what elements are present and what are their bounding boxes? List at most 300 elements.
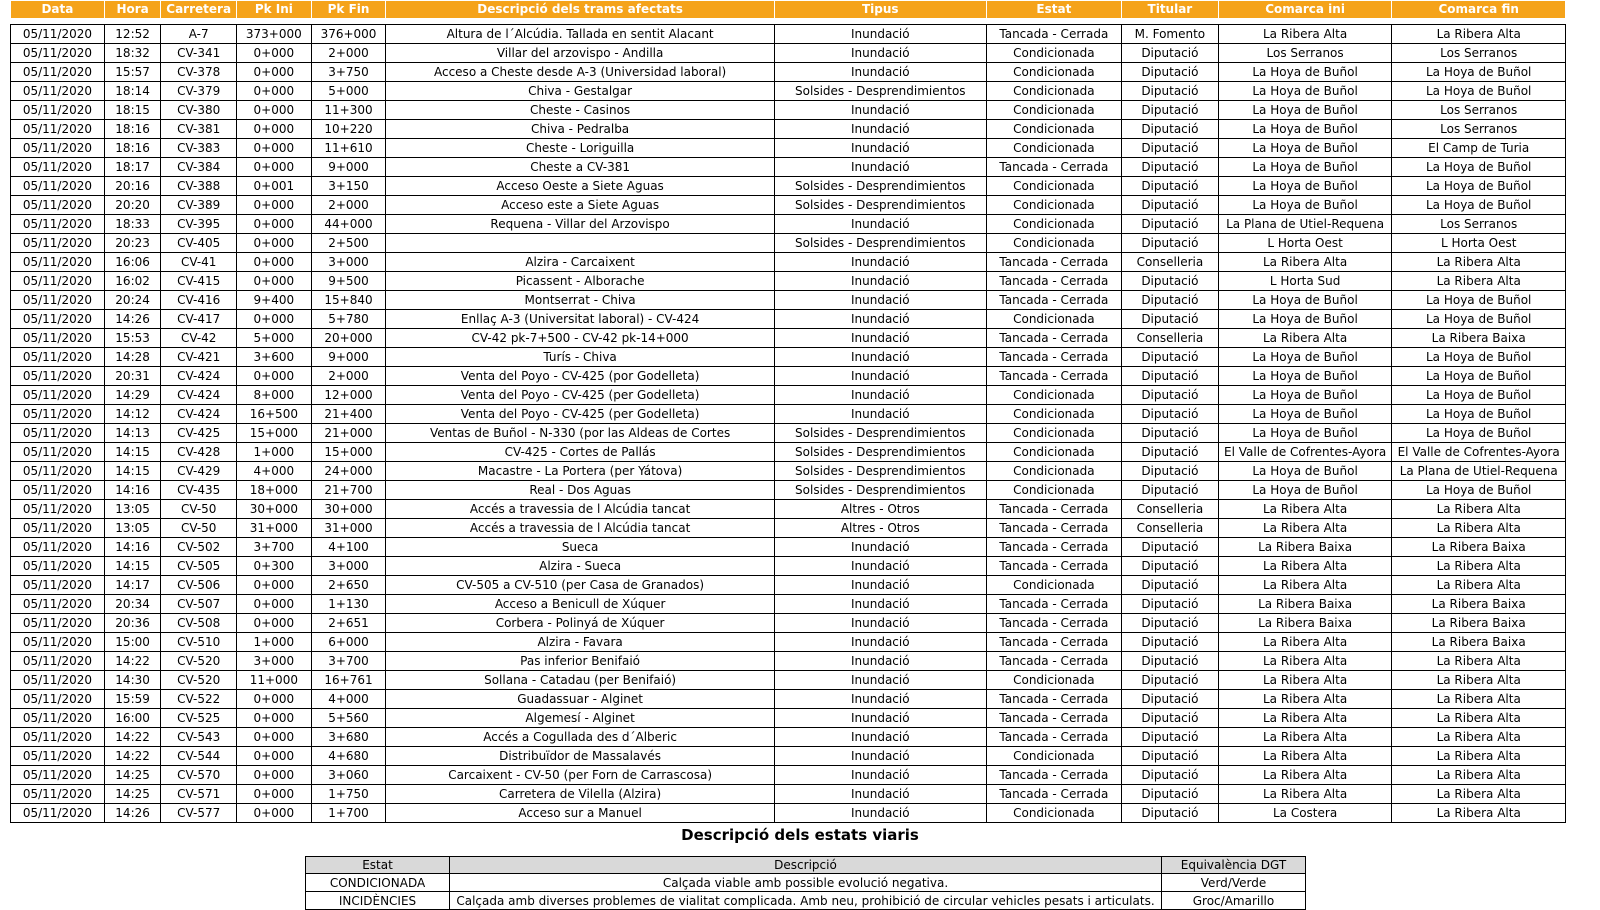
- date-cell: 05/11/2020: [11, 538, 105, 557]
- table-row: [11, 101, 1566, 120]
- type-cell: Inundació: [774, 120, 986, 139]
- type-cell: Inundació: [774, 538, 986, 557]
- time-cell: 20:23: [104, 234, 161, 253]
- date-cell: 05/11/2020: [11, 766, 105, 785]
- type-cell: Inundació: [774, 690, 986, 709]
- description-cell: Corbera - Polinyá de Xúquer: [386, 614, 774, 633]
- region-start-cell: La Ribera Alta: [1218, 253, 1392, 272]
- legend-header-row: [306, 857, 1306, 874]
- type-cell: Inundació: [774, 25, 986, 44]
- region-end-cell: La Hoya de Buñol: [1392, 158, 1566, 177]
- pk-end-cell: 1+750: [311, 785, 386, 804]
- pk-start-cell: 0+000: [237, 215, 312, 234]
- description-cell: Montserrat - Chiva: [386, 291, 774, 310]
- region-start-cell: L Horta Sud: [1218, 272, 1392, 291]
- owner-cell: Diputació: [1121, 272, 1218, 291]
- time-cell: 18:16: [104, 120, 161, 139]
- owner-cell: Diputació: [1121, 215, 1218, 234]
- status-cell: Condicionada: [986, 804, 1121, 823]
- region-start-cell: La Ribera Alta: [1218, 747, 1392, 766]
- region-start-cell: La Ribera Alta: [1218, 519, 1392, 538]
- owner-cell: Diputació: [1121, 728, 1218, 747]
- time-cell: 14:16: [104, 538, 161, 557]
- pk-end-cell: 16+761: [311, 671, 386, 690]
- date-cell: 05/11/2020: [11, 139, 105, 158]
- time-cell: 15:53: [104, 329, 161, 348]
- pk-end-cell: 1+700: [311, 804, 386, 823]
- road-cell: CV-395: [161, 215, 237, 234]
- description-cell: Alzira - Carcaixent: [386, 253, 774, 272]
- road-cell: CV-544: [161, 747, 237, 766]
- table-row: [11, 728, 1566, 747]
- region-start-cell: La Ribera Alta: [1218, 329, 1392, 348]
- type-cell: Altres - Otros: [774, 519, 986, 538]
- pk-start-cell: 5+000: [237, 329, 312, 348]
- region-end-cell: La Plana de Utiel-Requena: [1392, 462, 1566, 481]
- description-cell: Acceso sur a Manuel: [386, 804, 774, 823]
- date-cell: 05/11/2020: [11, 595, 105, 614]
- pk-start-cell: 0+000: [237, 158, 312, 177]
- pk-start-cell: 16+500: [237, 405, 312, 424]
- column-header-status: Estat: [986, 1, 1121, 19]
- description-cell: Accés a travessia de l Alcúdia tancat: [386, 519, 774, 538]
- owner-cell: Diputació: [1121, 348, 1218, 367]
- road-cell: CV-508: [161, 614, 237, 633]
- table-row: [11, 614, 1566, 633]
- type-cell: Inundació: [774, 804, 986, 823]
- type-cell: Inundació: [774, 728, 986, 747]
- description-cell: Cheste a CV-381: [386, 158, 774, 177]
- owner-cell: Diputació: [1121, 576, 1218, 595]
- description-cell: Real - Dos Aguas: [386, 481, 774, 500]
- description-cell: Chiva - Gestalgar: [386, 82, 774, 101]
- legend-header-status: Estat: [306, 857, 450, 874]
- region-end-cell: La Ribera Alta: [1392, 690, 1566, 709]
- type-cell: Inundació: [774, 652, 986, 671]
- status-cell: Condicionada: [986, 747, 1121, 766]
- time-cell: 14:15: [104, 557, 161, 576]
- legend-dgt-equivalence-cell: Groc/Amarillo: [1162, 892, 1306, 910]
- table-row: [11, 766, 1566, 785]
- type-cell: Solsides - Desprendimientos: [774, 196, 986, 215]
- table-row: [11, 158, 1566, 177]
- road-cell: CV-380: [161, 101, 237, 120]
- date-cell: 05/11/2020: [11, 386, 105, 405]
- pk-start-cell: 3+000: [237, 652, 312, 671]
- description-cell: Requena - Villar del Arzovispo: [386, 215, 774, 234]
- type-cell: Inundació: [774, 671, 986, 690]
- pk-end-cell: 4+000: [311, 690, 386, 709]
- region-start-cell: La Hoya de Buñol: [1218, 291, 1392, 310]
- pk-end-cell: 4+100: [311, 538, 386, 557]
- status-cell: Tancada - Cerrada: [986, 633, 1121, 652]
- type-cell: Inundació: [774, 215, 986, 234]
- time-cell: 20:16: [104, 177, 161, 196]
- region-end-cell: La Hoya de Buñol: [1392, 481, 1566, 500]
- table-row: [11, 272, 1566, 291]
- status-cell: Tancada - Cerrada: [986, 500, 1121, 519]
- region-start-cell: La Ribera Alta: [1218, 633, 1392, 652]
- type-cell: Inundació: [774, 405, 986, 424]
- table-row: [11, 538, 1566, 557]
- owner-cell: Diputació: [1121, 405, 1218, 424]
- road-cell: CV-417: [161, 310, 237, 329]
- description-cell: CV-425 - Cortes de Pallás: [386, 443, 774, 462]
- owner-cell: Diputació: [1121, 633, 1218, 652]
- status-cell: Condicionada: [986, 63, 1121, 82]
- date-cell: 05/11/2020: [11, 101, 105, 120]
- description-cell: Acceso este a Siete Aguas: [386, 196, 774, 215]
- road-cell: CV-341: [161, 44, 237, 63]
- pk-start-cell: 0+000: [237, 196, 312, 215]
- time-cell: 18:17: [104, 158, 161, 177]
- time-cell: 14:22: [104, 728, 161, 747]
- owner-cell: Diputació: [1121, 690, 1218, 709]
- status-cell: Condicionada: [986, 120, 1121, 139]
- region-end-cell: La Ribera Baixa: [1392, 329, 1566, 348]
- type-cell: Inundació: [774, 557, 986, 576]
- table-row: [11, 386, 1566, 405]
- pk-end-cell: 5+560: [311, 709, 386, 728]
- pk-end-cell: 44+000: [311, 215, 386, 234]
- road-cell: CV-424: [161, 405, 237, 424]
- time-cell: 18:14: [104, 82, 161, 101]
- table-row: [11, 25, 1566, 44]
- description-cell: Altura de l´Alcúdia. Tallada en sentit Alacant: [386, 25, 774, 44]
- date-cell: 05/11/2020: [11, 177, 105, 196]
- region-start-cell: La Hoya de Buñol: [1218, 310, 1392, 329]
- pk-end-cell: 3+750: [311, 63, 386, 82]
- date-cell: 05/11/2020: [11, 234, 105, 253]
- type-cell: Solsides - Desprendimientos: [774, 443, 986, 462]
- description-cell: Carcaixent - CV-50 (per Forn de Carrascosa): [386, 766, 774, 785]
- status-cell: Condicionada: [986, 310, 1121, 329]
- region-end-cell: La Ribera Alta: [1392, 652, 1566, 671]
- region-end-cell: La Ribera Alta: [1392, 766, 1566, 785]
- column-header-description: Descripció dels trams afectats: [386, 1, 774, 19]
- owner-cell: Diputació: [1121, 785, 1218, 804]
- owner-cell: Diputació: [1121, 443, 1218, 462]
- type-cell: Inundació: [774, 253, 986, 272]
- time-cell: 14:15: [104, 462, 161, 481]
- table-row: [11, 481, 1566, 500]
- description-cell: Venta del Poyo - CV-425 (por Godelleta): [386, 367, 774, 386]
- status-cell: Condicionada: [986, 101, 1121, 120]
- region-start-cell: La Hoya de Buñol: [1218, 405, 1392, 424]
- time-cell: 15:59: [104, 690, 161, 709]
- time-cell: 14:26: [104, 804, 161, 823]
- table-row: [11, 690, 1566, 709]
- owner-cell: Conselleria: [1121, 519, 1218, 538]
- time-cell: 14:22: [104, 747, 161, 766]
- date-cell: 05/11/2020: [11, 196, 105, 215]
- pk-start-cell: 0+000: [237, 728, 312, 747]
- pk-start-cell: 0+000: [237, 595, 312, 614]
- table-row: [11, 44, 1566, 63]
- owner-cell: Diputació: [1121, 291, 1218, 310]
- region-start-cell: La Hoya de Buñol: [1218, 177, 1392, 196]
- owner-cell: Diputació: [1121, 538, 1218, 557]
- type-cell: Solsides - Desprendimientos: [774, 462, 986, 481]
- table-row: [11, 595, 1566, 614]
- type-cell: Altres - Otros: [774, 500, 986, 519]
- region-end-cell: La Hoya de Buñol: [1392, 367, 1566, 386]
- status-cell: Tancada - Cerrada: [986, 538, 1121, 557]
- status-cell: Tancada - Cerrada: [986, 367, 1121, 386]
- description-cell: Sueca: [386, 538, 774, 557]
- type-cell: Solsides - Desprendimientos: [774, 234, 986, 253]
- description-cell: Carretera de Vilella (Alzira): [386, 785, 774, 804]
- road-cell: CV-405: [161, 234, 237, 253]
- date-cell: 05/11/2020: [11, 82, 105, 101]
- region-start-cell: La Hoya de Buñol: [1218, 196, 1392, 215]
- legend-row: [306, 874, 1306, 892]
- time-cell: 20:34: [104, 595, 161, 614]
- type-cell: Inundació: [774, 576, 986, 595]
- region-start-cell: La Ribera Alta: [1218, 25, 1392, 44]
- type-cell: Inundació: [774, 44, 986, 63]
- road-cell: CV-381: [161, 120, 237, 139]
- region-start-cell: La Hoya de Buñol: [1218, 386, 1392, 405]
- region-end-cell: La Ribera Alta: [1392, 557, 1566, 576]
- type-cell: Inundació: [774, 386, 986, 405]
- pk-start-cell: 0+000: [237, 747, 312, 766]
- description-cell: Cheste - Casinos: [386, 101, 774, 120]
- status-cell: Tancada - Cerrada: [986, 614, 1121, 633]
- time-cell: 14:17: [104, 576, 161, 595]
- road-cell: CV-415: [161, 272, 237, 291]
- road-cell: CV-507: [161, 595, 237, 614]
- region-end-cell: La Hoya de Buñol: [1392, 291, 1566, 310]
- owner-cell: Diputació: [1121, 424, 1218, 443]
- pk-start-cell: 373+000: [237, 25, 312, 44]
- pk-start-cell: 0+000: [237, 367, 312, 386]
- table-row: [11, 804, 1566, 823]
- pk-end-cell: 3+060: [311, 766, 386, 785]
- table-row: [11, 348, 1566, 367]
- status-cell: Tancada - Cerrada: [986, 766, 1121, 785]
- pk-start-cell: 0+000: [237, 709, 312, 728]
- type-cell: Inundació: [774, 348, 986, 367]
- owner-cell: Diputació: [1121, 595, 1218, 614]
- pk-start-cell: 0+000: [237, 766, 312, 785]
- region-end-cell: La Ribera Alta: [1392, 709, 1566, 728]
- region-start-cell: La Hoya de Buñol: [1218, 82, 1392, 101]
- description-cell: Chiva - Pedralba: [386, 120, 774, 139]
- date-cell: 05/11/2020: [11, 728, 105, 747]
- description-cell: Alzira - Sueca: [386, 557, 774, 576]
- pk-end-cell: 376+000: [311, 25, 386, 44]
- status-cell: Condicionada: [986, 386, 1121, 405]
- date-cell: 05/11/2020: [11, 481, 105, 500]
- status-cell: Condicionada: [986, 424, 1121, 443]
- owner-cell: Diputació: [1121, 177, 1218, 196]
- pk-end-cell: 20+000: [311, 329, 386, 348]
- status-cell: Tancada - Cerrada: [986, 272, 1121, 291]
- region-start-cell: La Ribera Alta: [1218, 576, 1392, 595]
- type-cell: Solsides - Desprendimientos: [774, 177, 986, 196]
- column-header-region-end: Comarca fin: [1392, 1, 1566, 19]
- pk-start-cell: 0+000: [237, 101, 312, 120]
- pk-start-cell: 4+000: [237, 462, 312, 481]
- description-cell: Acceso a Cheste desde A-3 (Universidad laboral): [386, 63, 774, 82]
- status-cell: Tancada - Cerrada: [986, 519, 1121, 538]
- type-cell: Inundació: [774, 272, 986, 291]
- time-cell: 18:16: [104, 139, 161, 158]
- pk-end-cell: 6+000: [311, 633, 386, 652]
- time-cell: 18:32: [104, 44, 161, 63]
- pk-end-cell: 31+000: [311, 519, 386, 538]
- road-cell: CV-570: [161, 766, 237, 785]
- road-cell: CV-520: [161, 671, 237, 690]
- owner-cell: Diputació: [1121, 120, 1218, 139]
- status-cell: Condicionada: [986, 139, 1121, 158]
- pk-end-cell: 12+000: [311, 386, 386, 405]
- pk-start-cell: 0+300: [237, 557, 312, 576]
- status-cell: Condicionada: [986, 405, 1121, 424]
- region-start-cell: La Hoya de Buñol: [1218, 101, 1392, 120]
- owner-cell: Conselleria: [1121, 253, 1218, 272]
- time-cell: 16:06: [104, 253, 161, 272]
- type-cell: Inundació: [774, 595, 986, 614]
- region-end-cell: El Valle de Cofrentes-Ayora: [1392, 443, 1566, 462]
- status-cell: Tancada - Cerrada: [986, 728, 1121, 747]
- status-cell: Condicionada: [986, 44, 1121, 63]
- date-cell: 05/11/2020: [11, 785, 105, 804]
- status-cell: Condicionada: [986, 443, 1121, 462]
- pk-start-cell: 18+000: [237, 481, 312, 500]
- region-start-cell: La Hoya de Buñol: [1218, 158, 1392, 177]
- time-cell: 13:05: [104, 519, 161, 538]
- status-cell: Condicionada: [986, 196, 1121, 215]
- pk-start-cell: 11+000: [237, 671, 312, 690]
- pk-start-cell: 0+000: [237, 272, 312, 291]
- date-cell: 05/11/2020: [11, 310, 105, 329]
- time-cell: 14:12: [104, 405, 161, 424]
- time-cell: 14:25: [104, 766, 161, 785]
- road-cell: CV-571: [161, 785, 237, 804]
- road-cell: CV-502: [161, 538, 237, 557]
- region-start-cell: La Hoya de Buñol: [1218, 348, 1392, 367]
- pk-start-cell: 0+001: [237, 177, 312, 196]
- table-row: [11, 576, 1566, 595]
- owner-cell: Diputació: [1121, 709, 1218, 728]
- type-cell: Inundació: [774, 63, 986, 82]
- road-cell: A-7: [161, 25, 237, 44]
- region-end-cell: La Ribera Alta: [1392, 785, 1566, 804]
- road-cell: CV-506: [161, 576, 237, 595]
- date-cell: 05/11/2020: [11, 443, 105, 462]
- description-cell: Turís - Chiva: [386, 348, 774, 367]
- pk-start-cell: 0+000: [237, 576, 312, 595]
- pk-end-cell: 2+000: [311, 367, 386, 386]
- road-incidents-table: [10, 0, 1566, 823]
- pk-end-cell: 24+000: [311, 462, 386, 481]
- status-cell: Condicionada: [986, 576, 1121, 595]
- time-cell: 14:29: [104, 386, 161, 405]
- column-header-time: Hora: [104, 1, 161, 19]
- region-end-cell: Los Serranos: [1392, 215, 1566, 234]
- table-header-row: [11, 1, 1566, 19]
- status-cell: Condicionada: [986, 481, 1121, 500]
- column-header-type: Tipus: [774, 1, 986, 19]
- type-cell: Solsides - Desprendimientos: [774, 424, 986, 443]
- time-cell: 18:15: [104, 101, 161, 120]
- legend-header-description: Descripció: [450, 857, 1162, 874]
- table-row: [11, 253, 1566, 272]
- table-row: [11, 443, 1566, 462]
- time-cell: 14:25: [104, 785, 161, 804]
- owner-cell: Diputació: [1121, 82, 1218, 101]
- region-end-cell: Los Serranos: [1392, 101, 1566, 120]
- status-cell: Tancada - Cerrada: [986, 785, 1121, 804]
- time-cell: 15:57: [104, 63, 161, 82]
- description-cell: Accés a travessia de l Alcúdia tancat: [386, 500, 774, 519]
- description-cell: Villar del arzovispo - Andilla: [386, 44, 774, 63]
- date-cell: 05/11/2020: [11, 576, 105, 595]
- road-cell: CV-429: [161, 462, 237, 481]
- owner-cell: Diputació: [1121, 139, 1218, 158]
- time-cell: 20:31: [104, 367, 161, 386]
- status-cell: Tancada - Cerrada: [986, 253, 1121, 272]
- owner-cell: M. Fomento: [1121, 25, 1218, 44]
- description-cell: [386, 234, 774, 253]
- time-cell: 20:20: [104, 196, 161, 215]
- table-row: [11, 177, 1566, 196]
- description-cell: Distribuïdor de Massalavés: [386, 747, 774, 766]
- region-start-cell: La Ribera Alta: [1218, 557, 1392, 576]
- region-end-cell: La Ribera Alta: [1392, 576, 1566, 595]
- owner-cell: Diputació: [1121, 766, 1218, 785]
- region-start-cell: La Hoya de Buñol: [1218, 462, 1392, 481]
- region-end-cell: La Hoya de Buñol: [1392, 310, 1566, 329]
- pk-start-cell: 1+000: [237, 443, 312, 462]
- pk-end-cell: 2+000: [311, 44, 386, 63]
- date-cell: 05/11/2020: [11, 633, 105, 652]
- road-cell: CV-522: [161, 690, 237, 709]
- description-cell: Guadassuar - Alginet: [386, 690, 774, 709]
- table-row: [11, 462, 1566, 481]
- owner-cell: Diputació: [1121, 310, 1218, 329]
- time-cell: 15:00: [104, 633, 161, 652]
- description-cell: Acceso Oeste a Siete Aguas: [386, 177, 774, 196]
- pk-start-cell: 0+000: [237, 614, 312, 633]
- pk-end-cell: 11+610: [311, 139, 386, 158]
- pk-end-cell: 2+650: [311, 576, 386, 595]
- owner-cell: Diputació: [1121, 804, 1218, 823]
- type-cell: Solsides - Desprendimientos: [774, 82, 986, 101]
- table-row: [11, 785, 1566, 804]
- status-cell: Condicionada: [986, 177, 1121, 196]
- owner-cell: Diputació: [1121, 671, 1218, 690]
- type-cell: Inundació: [774, 291, 986, 310]
- column-header-region-start: Comarca ini: [1218, 1, 1392, 19]
- pk-end-cell: 9+500: [311, 272, 386, 291]
- region-start-cell: La Ribera Alta: [1218, 500, 1392, 519]
- region-end-cell: La Ribera Baixa: [1392, 614, 1566, 633]
- region-end-cell: La Ribera Baixa: [1392, 538, 1566, 557]
- description-cell: Sollana - Catadau (per Benifaió): [386, 671, 774, 690]
- legend-row: [306, 892, 1306, 910]
- pk-end-cell: 10+220: [311, 120, 386, 139]
- type-cell: Inundació: [774, 614, 986, 633]
- column-header-date: Data: [11, 1, 105, 19]
- date-cell: 05/11/2020: [11, 462, 105, 481]
- legend-description-cell: Calçada viable amb possible evolució negativa.: [450, 874, 1162, 892]
- date-cell: 05/11/2020: [11, 652, 105, 671]
- pk-end-cell: 3+150: [311, 177, 386, 196]
- region-end-cell: La Ribera Baixa: [1392, 595, 1566, 614]
